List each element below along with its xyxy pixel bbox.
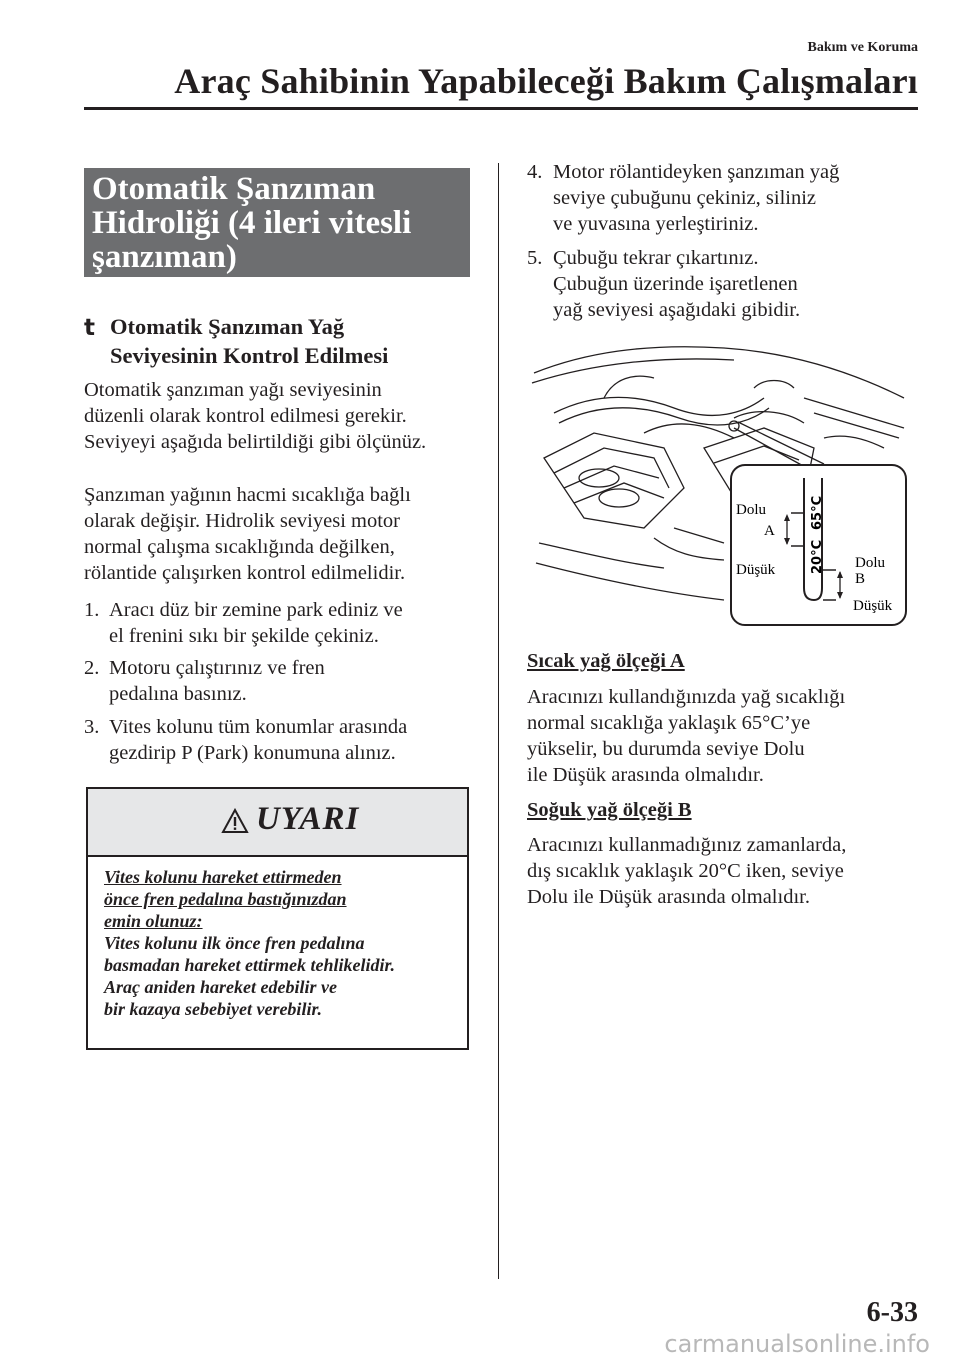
section-heading-line: şanzıman) (92, 239, 237, 275)
warning-box (86, 787, 469, 1050)
watermark: carmanualsonline.info (664, 1330, 930, 1358)
warning-title: UYARI (256, 801, 360, 837)
page-number: 6-33 (866, 1297, 918, 1328)
label-full-b: Dolu (855, 555, 885, 571)
label-low-a: Düşük (736, 562, 776, 578)
hot-oil-text: Aracınızı kullandığınızda yağ sıcaklığı normal sıcaklığa yaklaşık 65°C’ye yükselir, bu durumda seviye Dolu ile Düşük arasında olmalıdır. (527, 686, 846, 786)
step-2: 2. Motoru çalıştırınız ve fren pedalına basınız. (84, 657, 325, 705)
section-heading-line: Hidroliği (4 ileri vitesli (92, 205, 412, 241)
label-65c: 65°C (810, 495, 825, 530)
page-title: Araç Sahibinin Yapabileceği Bakım Çalışmaları (174, 61, 918, 101)
label-full-a: Dolu (736, 502, 766, 518)
intro-paragraph-2: Şanzıman yağının hacmi sıcaklığa bağlı olarak değişir. Hidrolik seviyesi motor normal çalışma sıcaklığında değilken, rölantide çalışırken kontrol edilmelidir. (84, 484, 411, 584)
step-5: 5. Çubuğu tekrar çıkartınız. Çubuğun üzerinde işaretlenen yağ seviyesi aşağıdaki gibidir. (527, 247, 801, 321)
warning-triangle-icon (221, 808, 249, 834)
step-4: 4. Motor rölantideyken şanzıman yağ seviye çubuğunu çekiniz, siliniz ve yuvasına yerleştiriniz. (527, 161, 840, 235)
label-b: B (855, 571, 866, 587)
cold-oil-text: Aracınızı kullanmadığınız zamanlarda, dış sıcaklık yaklaşık 20°C iken, seviye Dolu ile Düşük arasında olmalıdır. (527, 834, 847, 908)
running-header-section: Bakım ve Koruma (807, 40, 918, 55)
column-divider (498, 163, 499, 1279)
header-rule (84, 107, 918, 110)
subsection-marker: t (84, 315, 95, 341)
intro-paragraph-1: Otomatik şanzıman yağı seviyesinin düzenli olarak kontrol edilmesi gerekir. Seviyeyi aşağıda belirtildiği gibi ölçünüz. (84, 379, 427, 453)
label-20c: 20°C (810, 539, 825, 574)
label-low-b: Düşük (853, 598, 893, 614)
engine-dipstick-illustration (524, 338, 914, 636)
step-1: 1. Aracı düz bir zemine park ediniz ve el frenini sıkı bir şekilde çekiniz. (84, 599, 403, 647)
label-a: A (764, 523, 775, 539)
step-3: 3. Vites kolunu tüm konumlar arasında gezdirip P (Park) konumuna alınız. (84, 716, 408, 764)
warning-text: Vites kolunu hareket ettirmeden önce fren pedalına bastığınızdan emin olunuz: Vites kolunu ilk önce fren pedalına basmadan hareket ettirmek tehlikelidir. Araç aniden hareket edebilir ve bir kazaya sebebiyet verebilir. (104, 867, 396, 1019)
section-heading-box (84, 168, 470, 277)
subsection-title: Otomatik Şanzıman Yağ Seviyesinin Kontrol Edilmesi (110, 314, 389, 368)
cold-oil-heading: Soğuk yağ ölçeği B (527, 799, 692, 821)
hot-oil-heading: Sıcak yağ ölçeği A (527, 650, 685, 672)
warning-header (88, 789, 467, 857)
section-heading-line: Otomatik Şanzıman (92, 171, 376, 207)
